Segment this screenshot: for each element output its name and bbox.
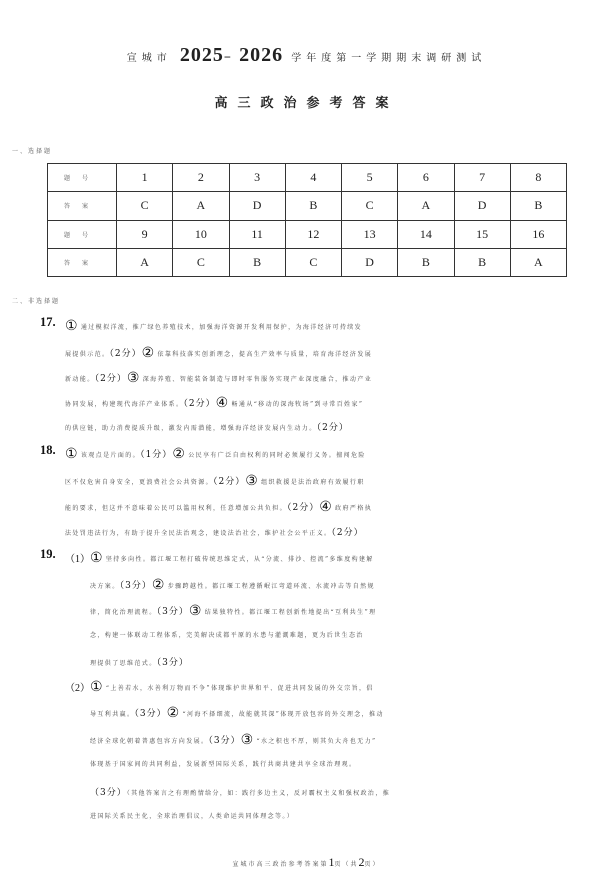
answer-text: 展提供示范。 xyxy=(65,351,110,358)
point-marker: ② xyxy=(141,345,155,361)
question-number: 13 xyxy=(342,220,398,248)
question-number: 16 xyxy=(510,220,566,248)
score-label: （2分） xyxy=(213,477,246,487)
point-marker: ③ xyxy=(188,603,202,619)
header-exam-name: 学年度第一学期期末调研测试 xyxy=(291,53,487,64)
score-label: （2分） xyxy=(109,349,142,359)
score-label: （2分） xyxy=(94,374,127,384)
answer-line xyxy=(90,811,294,820)
score-label: （2分） xyxy=(183,399,216,409)
question-number: 9 xyxy=(117,220,173,248)
score-label: （3分） xyxy=(119,581,152,591)
answer-text: 能的要求，但这并不意味着公民可以滥用权利，任意增加公共负担。 xyxy=(65,505,288,512)
point-marker: ① xyxy=(90,550,103,566)
footer-suffix: 页） xyxy=(364,861,381,868)
page-title: 高三政治参考答案 xyxy=(214,96,399,111)
answer-line xyxy=(65,345,372,361)
header-dash: – xyxy=(223,49,231,65)
answer-line xyxy=(65,370,372,386)
question-number: 6 xyxy=(398,164,454,192)
answer-text: 法处罚违法行为，有助于提升全民法治观念，建设法治社会，维护社会公平正义。 xyxy=(65,530,332,537)
page-footer xyxy=(0,855,613,870)
answer-text: 体现基于国家间的共同利益，发展新型国际关系，践行共商共建共享全球治理观。 xyxy=(90,761,357,768)
score-label: （3分） xyxy=(208,736,241,746)
answer-cell: A xyxy=(398,192,454,220)
point-marker: ② xyxy=(151,577,165,593)
point-marker: ④ xyxy=(319,499,332,515)
answer-line xyxy=(65,446,366,462)
point-marker: ① xyxy=(65,446,78,462)
table-row xyxy=(48,192,567,220)
point-marker: ① xyxy=(90,679,103,695)
answer-line xyxy=(90,630,364,639)
score-label: （3分） xyxy=(134,709,167,719)
row-label: 题号 xyxy=(48,164,117,192)
answer-line xyxy=(90,679,374,695)
answer-text: 坚持多向性。都江堰工程打破传统思维定式，从“分流、排沙、控流”多维度构建解 xyxy=(105,556,374,563)
section-essay-heading: 二、非选择题 xyxy=(12,298,61,305)
answer-text: 协同发展，构建现代海洋产业体系。 xyxy=(65,401,184,408)
score-label: （3分） xyxy=(156,658,189,668)
answer-line xyxy=(90,577,375,593)
answer-line xyxy=(90,732,376,748)
point-marker: ② xyxy=(166,705,180,721)
question-18-number: 18. xyxy=(40,443,56,457)
question-number: 7 xyxy=(454,164,510,192)
answer-line xyxy=(65,318,362,334)
answer-text: 该观点是片面的。 xyxy=(80,452,141,459)
row-label: 答案 xyxy=(48,192,117,220)
score-label: （2分） xyxy=(331,528,364,538)
answer-text: 公民享有广泛自由权利的同时必须履行义务。擅闯危险 xyxy=(188,452,366,459)
answer-text: 新动能。 xyxy=(65,376,95,383)
answer-cell: D xyxy=(454,192,510,220)
answer-line xyxy=(90,785,390,798)
answer-cell: A xyxy=(117,248,173,276)
exam-header xyxy=(0,44,613,67)
footer-prefix: 宣城市高三政治参考答案第 xyxy=(232,861,329,868)
answer-text: （其他答案言之有理酌情给分，如：践行多边主义，反对霸权主义和强权政治，推 xyxy=(126,790,391,797)
question-number: 11 xyxy=(229,220,285,248)
answer-text: 深海养殖、智能装备制造与即时零售服务实现产业深度融合，推动产业 xyxy=(142,376,373,383)
answer-line xyxy=(90,655,189,668)
question-number: 3 xyxy=(229,164,285,192)
answer-cell: A xyxy=(510,248,566,276)
answer-line xyxy=(90,550,374,566)
answer-line xyxy=(90,705,384,721)
answer-text: 组织救援是法治政府有效履行职 xyxy=(261,479,365,486)
question-number: 12 xyxy=(285,220,341,248)
answer-cell: C xyxy=(173,248,229,276)
score-label: （2分） xyxy=(316,423,349,433)
answer-line xyxy=(65,499,372,515)
header-year-start: 2025 xyxy=(179,44,224,66)
answer-cell: A xyxy=(173,192,229,220)
header-city: 宣城市 xyxy=(126,53,172,64)
answer-text: 律，简化治理流程。 xyxy=(90,609,157,616)
answer-text: 决方案。 xyxy=(90,583,120,590)
subquestion-2-label: （2） xyxy=(65,683,90,694)
header-year-end: 2026 xyxy=(239,44,284,66)
score-label: （1分） xyxy=(140,450,173,460)
answer-cell: B xyxy=(285,192,341,220)
point-marker: ④ xyxy=(215,395,229,411)
answer-text: “河海不择细流，故能就其深”体现开放包容的外交理念，推动 xyxy=(182,711,384,718)
answer-cell: C xyxy=(285,248,341,276)
subquestion-1-label: （1） xyxy=(65,554,90,565)
point-marker: ② xyxy=(172,446,185,462)
answer-line xyxy=(90,759,356,768)
answer-text: 畅通从“移动的深海牧场”到寻常百姓家” xyxy=(231,401,364,408)
answer-cell: C xyxy=(117,192,173,220)
question-number: 5 xyxy=(342,164,398,192)
answer-text: “上善若水，水善利万物而不争”体现维护世界和平、促进共同发展的外交宗旨，倡 xyxy=(105,685,374,692)
question-number: 2 xyxy=(173,164,229,192)
answer-cell: D xyxy=(229,192,285,220)
question-number: 14 xyxy=(398,220,454,248)
question-number: 8 xyxy=(510,164,566,192)
question-number: 10 xyxy=(173,220,229,248)
answer-text: 区不仅危害自身安全，更浪费社会公共资源。 xyxy=(65,479,214,486)
answer-text: 进国际关系民主化，全球治理倡议，人类命运共同体理念等。） xyxy=(90,813,295,820)
answer-text: 依靠科技落实创新理念，提高生产效率与质量，培育海洋经济发展 xyxy=(157,351,373,358)
point-marker: ③ xyxy=(245,473,258,489)
footer-total-pages: 2 xyxy=(358,855,365,869)
answer-text: 步骤跨越性。都江堰工程遵循岷江弯道环流、水流冲击等自然规 xyxy=(167,583,375,590)
answer-text: 经济全球化朝着普惠包容方向发展。 xyxy=(90,738,209,745)
point-marker: ① xyxy=(65,318,78,334)
answer-cell: C xyxy=(342,192,398,220)
row-label: 答案 xyxy=(48,248,117,276)
section-choice-heading: 一、选择题 xyxy=(12,148,53,155)
question-19-number: 19. xyxy=(40,547,56,561)
answer-text: 的供应链，助力消费提质升级，激发内需潜能，增强海洋经济发展内生动力。 xyxy=(65,425,317,432)
answer-text: 通过模拟洋流，推广绿色养殖技术，加强海洋资源开发利用保护，为海洋经济可持续发 xyxy=(80,324,363,331)
answer-cell: B xyxy=(454,248,510,276)
row-label: 题号 xyxy=(48,220,117,248)
answer-text: “水之积也不厚，则其负大舟也无力” xyxy=(256,738,377,745)
answer-cell: B xyxy=(398,248,454,276)
question-17-number: 17. xyxy=(40,315,56,329)
point-marker: ③ xyxy=(126,370,140,386)
table-row xyxy=(48,248,567,276)
answer-text: 理提供了思维范式。 xyxy=(90,660,157,667)
table-row xyxy=(48,164,567,192)
answer-line xyxy=(65,473,365,489)
point-marker: ③ xyxy=(240,732,254,748)
question-number: 15 xyxy=(454,220,510,248)
answer-cell: B xyxy=(229,248,285,276)
footer-middle: 页（共 xyxy=(334,861,359,868)
answer-line xyxy=(65,420,349,433)
answer-text: 导互利共赢。 xyxy=(90,711,135,718)
answer-text: 政府严格执 xyxy=(335,505,373,512)
answer-line xyxy=(90,603,376,619)
answer-line xyxy=(65,395,363,411)
question-number: 4 xyxy=(285,164,341,192)
footer-page-number: 1 xyxy=(328,855,335,869)
answer-text: 结果独特性。都江堰工程创新性地提出“互利共生”理 xyxy=(204,609,377,616)
score-label: （3分） xyxy=(90,788,127,798)
answer-cell: D xyxy=(342,248,398,276)
score-label: （3分） xyxy=(156,607,189,617)
answer-text: 念，构建一体联动工程体系，完美解决成都平原的水患与灌溉难题，更为后世生态治 xyxy=(90,632,364,639)
answer-table xyxy=(47,163,567,277)
table-row xyxy=(48,220,567,248)
answer-cell: B xyxy=(510,192,566,220)
question-number: 1 xyxy=(117,164,173,192)
answer-line xyxy=(65,525,364,538)
score-label: （2分） xyxy=(287,503,320,513)
